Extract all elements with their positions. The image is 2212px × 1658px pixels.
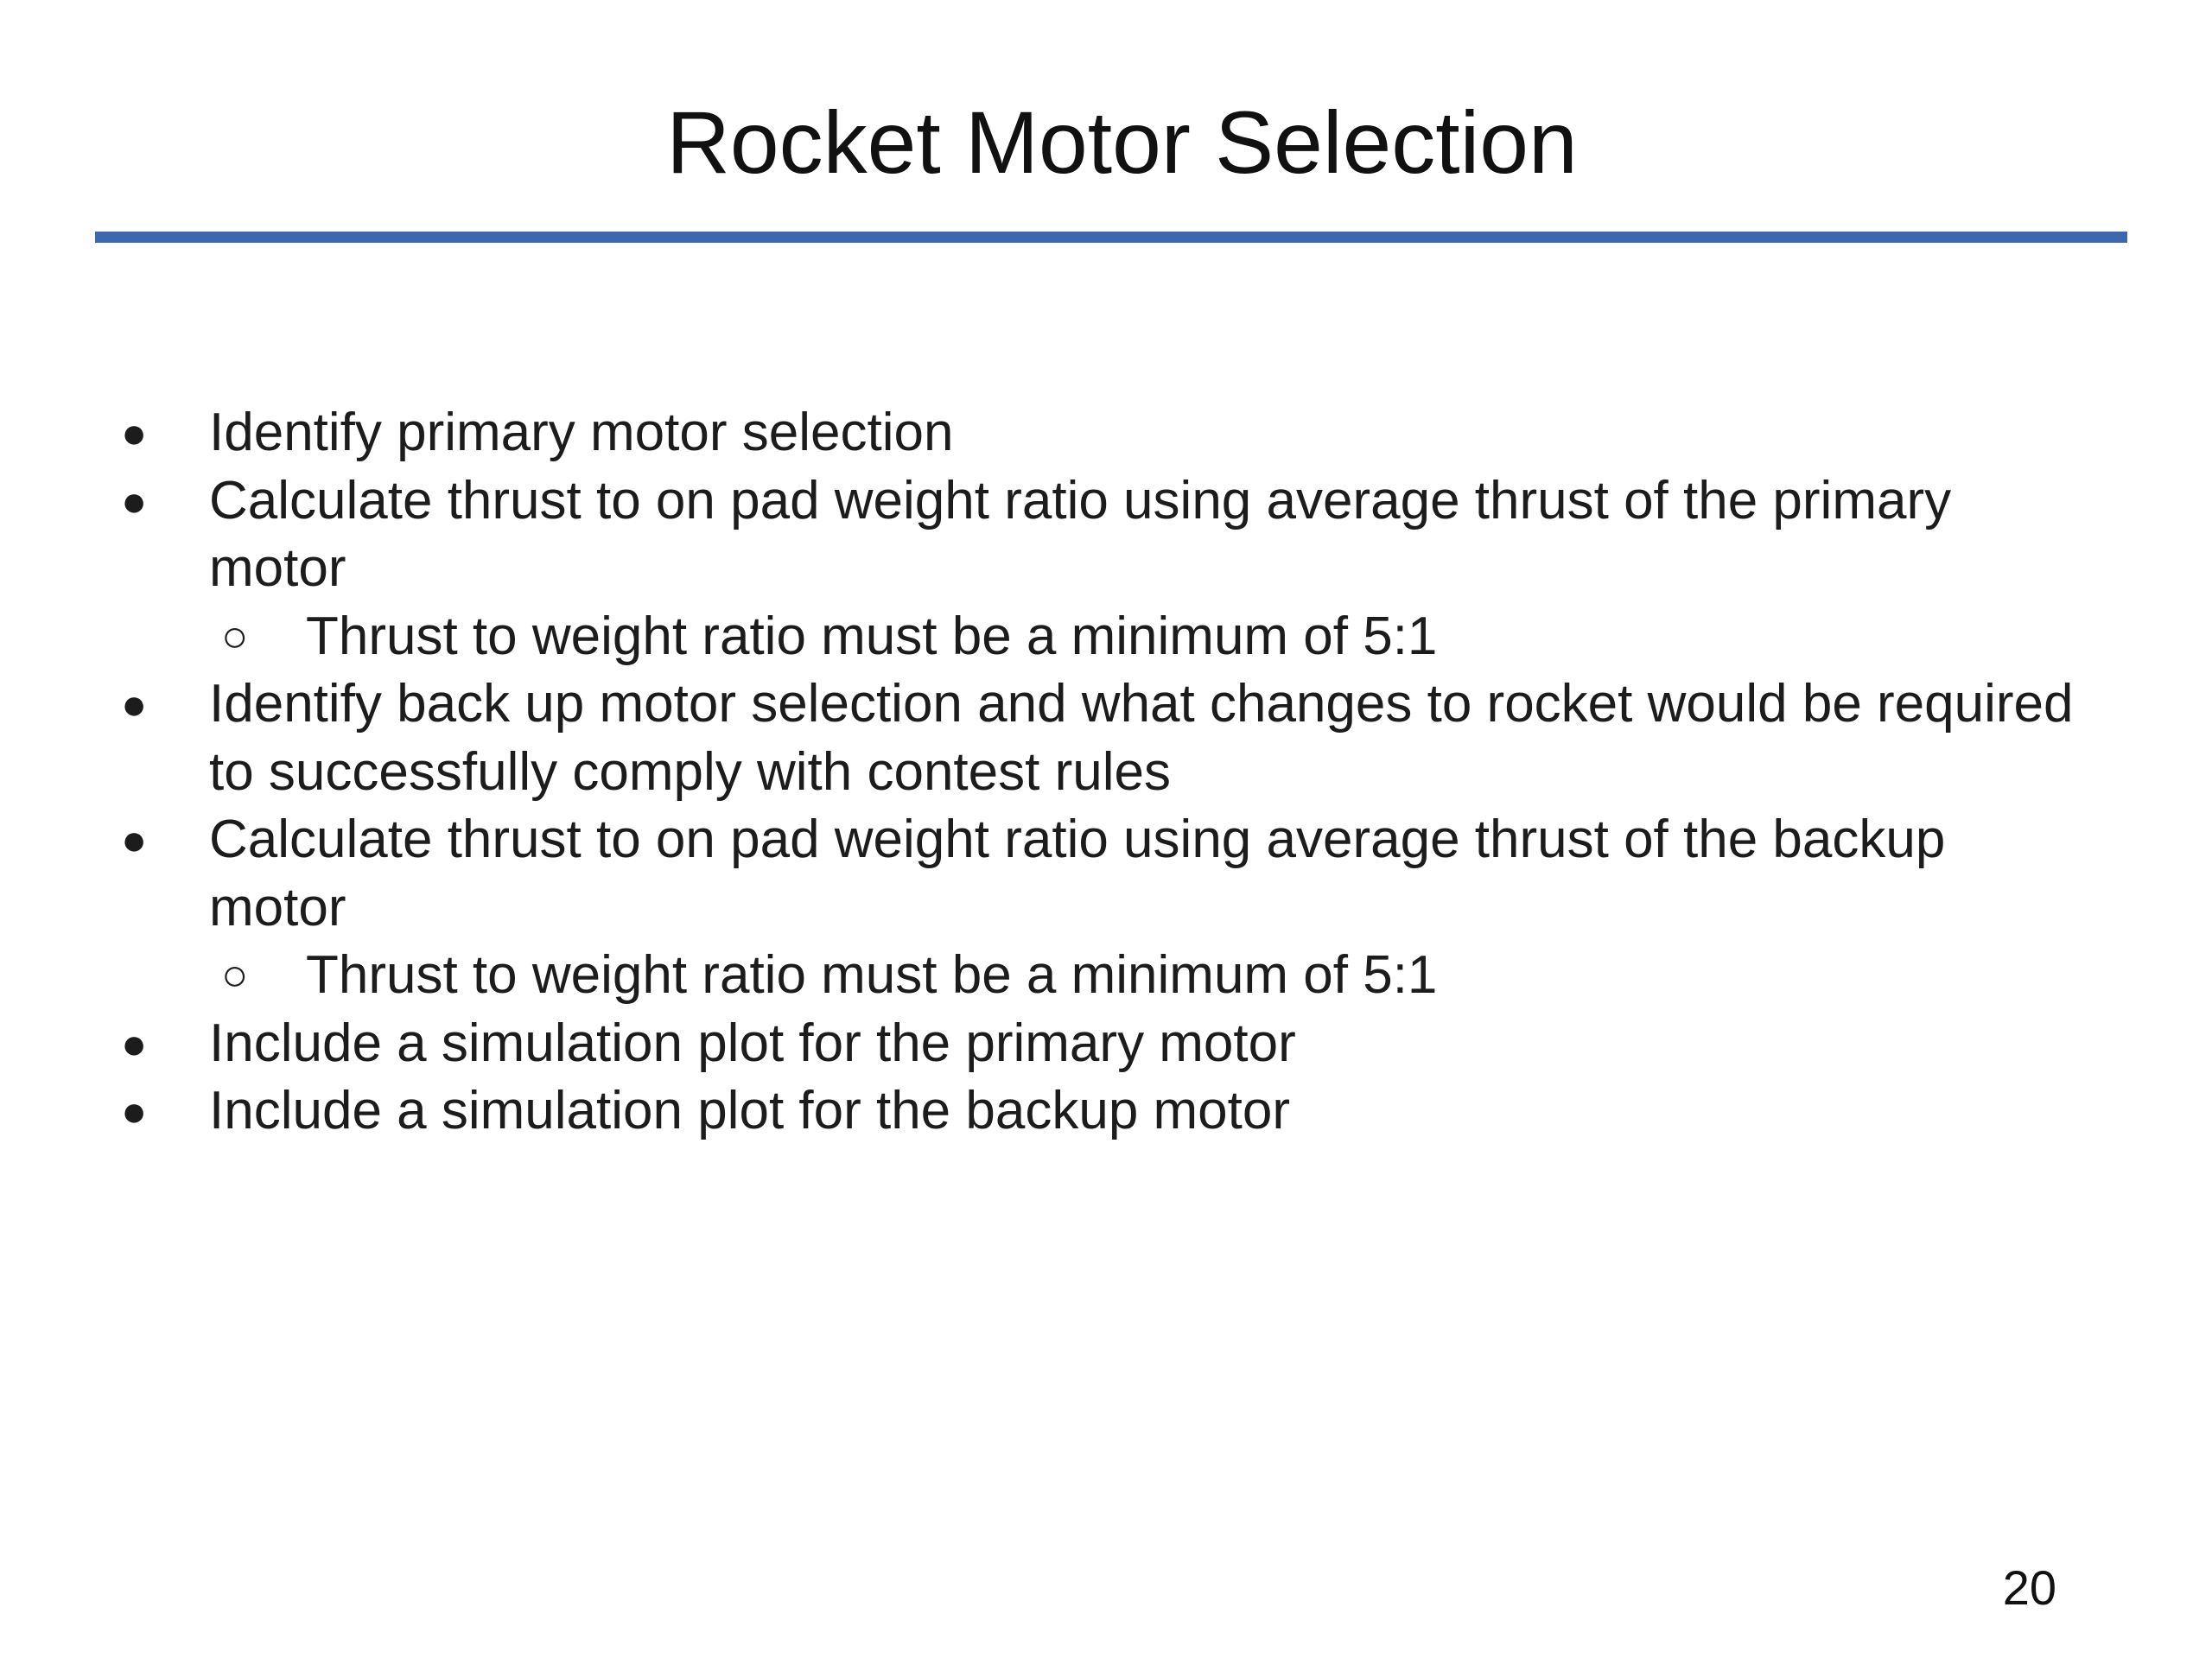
page-number: 20 (2002, 1560, 2056, 1615)
sub-bullet-text: Thrust to weight ratio must be a minimum of 5:1 (306, 945, 1438, 1005)
hollow-bullet-icon: ○ (221, 950, 249, 1001)
filled-bullet-icon: ● (121, 1087, 148, 1135)
bullet-text: Include a simulation plot for the backup motor (209, 1081, 1291, 1140)
bullet-item (0, 806, 2084, 942)
filled-bullet-icon: ● (121, 409, 148, 457)
title-divider (95, 232, 2127, 243)
filled-bullet-icon: ● (121, 816, 148, 864)
slide-title: Rocket Motor Selection (666, 93, 1578, 192)
filled-bullet-icon: ● (121, 1019, 148, 1068)
bullet-text: Identify primary motor selection (209, 403, 954, 462)
sub-bullet-text: Thrust to weight ratio must be a minimum of 5:1 (306, 606, 1438, 666)
sub-bullet-item (0, 942, 2086, 1010)
filled-bullet-icon: ● (121, 476, 148, 525)
bullet-item (0, 1077, 2084, 1146)
bullet-item (0, 1010, 2084, 1078)
filled-bullet-icon: ● (121, 680, 148, 728)
bullet-text: Identify back up motor selection and what changes to rocket would be required to successfully comply with contest rules (209, 674, 2074, 802)
bullet-item (0, 399, 2084, 467)
bullet-text: Calculate thrust to on pad weight ratio using average thrust of the primary motor (209, 470, 1952, 598)
bullet-list (0, 399, 2212, 1146)
sub-bullet-item (0, 603, 2086, 671)
bullet-text: Calculate thrust to on pad weight ratio using average thrust of the backup motor (209, 810, 1946, 937)
bullet-text: Include a simulation plot for the primary motor (209, 1013, 1296, 1073)
bullet-item (0, 467, 2084, 603)
hollow-bullet-icon: ○ (221, 611, 249, 662)
bullet-item (0, 670, 2084, 806)
